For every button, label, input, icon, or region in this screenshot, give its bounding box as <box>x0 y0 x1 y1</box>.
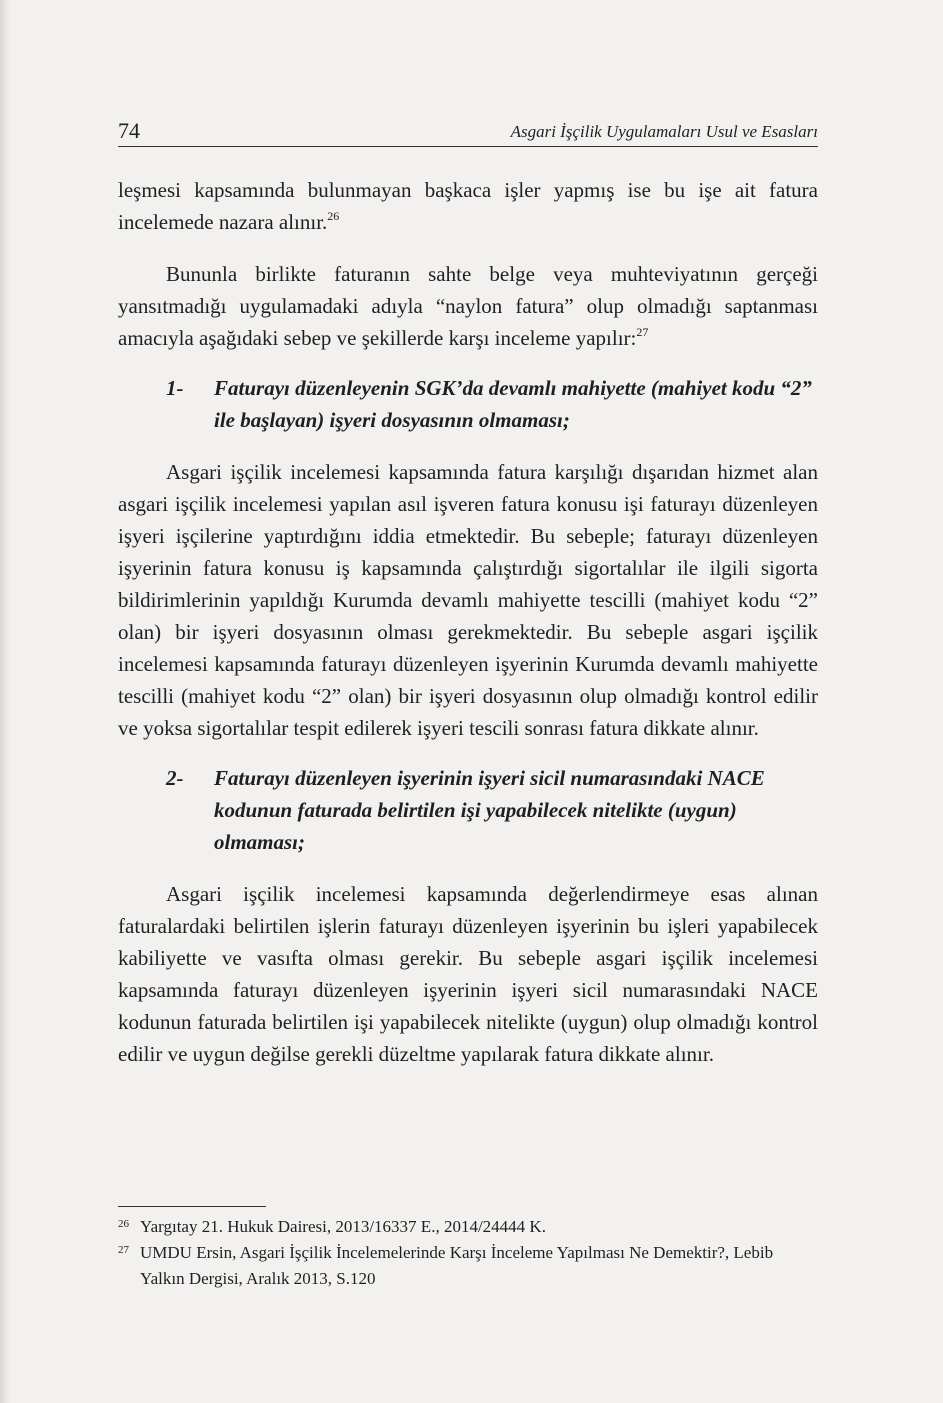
body-text <box>118 174 818 1070</box>
footnote-number: 26 <box>118 1218 129 1230</box>
footnote-ref-27: 27 <box>636 325 649 339</box>
page-header <box>118 118 818 148</box>
paragraph-3: Asgari işçilik incelemesi kapsamında fatura karşılığı dışarıdan hizmet alan asgari işçilik incelemesi yapılan asıl işveren fatura konusu işi faturayı düzenleyen işyeri işçilerine yaptırdığını iddia etmektedir. Bu sebeple; faturayı düzenleyen işyerinin fatura konusu iş kapsamında çalıştırdığı sigortalılar ile ilgili sigorta bildirimlerinin yapıldığı Kurumda devamlı mahiyette tescilli (mahiyet kodu “2” olan) bir işyeri dosyasının olması gerekmektedir. Bu sebeple asgari işçilik incelemesi kapsamında faturayı düzenleyen işyerinin Kurumda devamlı mahiyette tescilli (mahiyet kodu “2” olan) bir işyeri dosyasının olup olmadığı kontrol edilir ve yoksa sigortalılar tespit edilerek işyeri tescili sonrası fatura dikkate alınır. <box>118 460 818 740</box>
header-rule <box>118 146 818 147</box>
paragraph-1: leşmesi kapsamında bulunmayan başkaca işler yapmış ise bu işe ait fatura incelemede nazara alınır.$^{26}$ <box>118 178 818 234</box>
heading-1-text: Faturayı düzenleyenin SGK’da devamlı mahiyette (mahiyet kodu “2” ile başlayan) işyeri dosyasının olmaması; <box>214 376 812 432</box>
heading-2-text: Faturayı düzenleyen işyerinin işyeri sicil numarasındaki NACE kodunun faturada belirtilen işi yapabilecek nitelikte (uygun) olmaması; <box>214 766 765 854</box>
running-title: Asgari İşçilik Uygulamaları Usul ve Esasları <box>510 122 818 141</box>
footnote-rule <box>118 1206 266 1207</box>
heading-1-number: 1- <box>166 376 184 400</box>
heading-2-number: 2- <box>166 766 184 790</box>
heading-2 <box>118 762 818 858</box>
footnote-number: 27 <box>118 1244 129 1256</box>
paragraph-4: Asgari işçilik incelemesi kapsamında değerlendirmeye esas alınan faturalardaki belirtilen işlerin faturayı düzenleyen işyerinin bu işleri yapabilecek kabiliyette ve vasıfta olması gerekir. Bu sebeple asgari işçilik incelemesi kapsamında faturayı düzenleyen işyerinin işyeri sicil numarasındaki NACE kodunun faturada belirtilen işi yapabilecek nitelikte (uygun) olup olmadığı kontrol edilir ve uygun değilse gerekli düzeltme yapılarak fatura dikkate alınır. <box>118 882 818 1066</box>
footnote-27 <box>118 1240 818 1292</box>
footnote-text: Yargıtay 21. Hukuk Dairesi, 2013/16337 E., 2014/24444 K. <box>140 1217 546 1236</box>
footnote-ref-26: 26 <box>327 209 340 223</box>
paragraph-2: Bununla birlikte faturanın sahte belge veya muhteviyatının gerçeği yansıtmadığı uygulamadaki adıyla “naylon fatura” olup olmadığı saptanması amacıyla aşağıdaki sebep ve şekillerde karşı inceleme yapılır:$^{27}$ <box>118 262 818 350</box>
footnote-26 <box>118 1214 818 1240</box>
footnote-text: UMDU Ersin, Asgari İşçilik İncelemelerinde Karşı İnceleme Yapılması Ne Demektir?, Lebib Yalkın Dergisi, Aralık 2013, S.120 <box>140 1243 774 1288</box>
footnotes <box>118 1214 818 1292</box>
page-number: 74 <box>118 118 140 143</box>
heading-1 <box>118 372 818 436</box>
page-binding-shadow <box>0 0 10 1403</box>
